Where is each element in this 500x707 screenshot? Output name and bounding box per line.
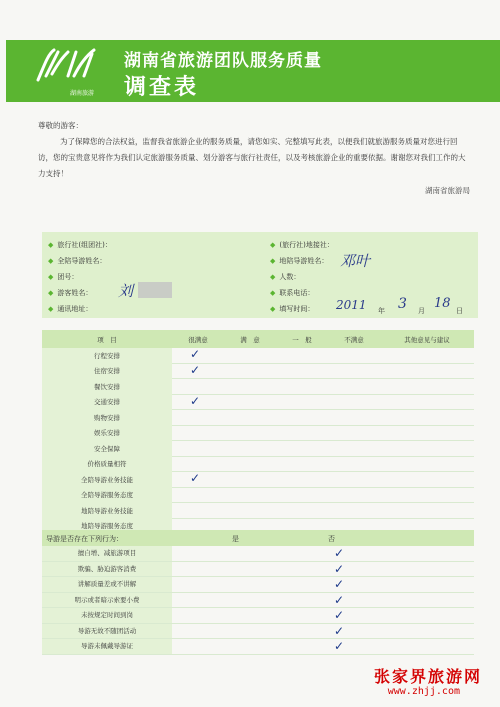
comments-cell[interactable] [380, 348, 474, 363]
rating-row [42, 487, 474, 503]
unsatisfied-cell[interactable] [328, 456, 380, 472]
checkmark-icon: ✓ [334, 592, 345, 607]
date-label: 填写时间： [279, 305, 315, 313]
unsatisfied-cell[interactable] [328, 425, 380, 441]
rating-item-label: 价格质量相符 [42, 456, 172, 472]
checkmark-icon: ✓ [334, 639, 345, 653]
rating-item-label: 交通安排 [42, 394, 172, 410]
address-label: 通讯地址： [57, 305, 93, 313]
local-guide-value: 邓叶 [340, 252, 371, 270]
behavior-item-label: 未按规定时间到岗 [42, 608, 172, 623]
satisfied-cell[interactable] [224, 394, 276, 410]
address-field[interactable]: ◆ 通讯地址： [48, 305, 93, 313]
satisfied-cell[interactable] [224, 363, 276, 379]
very-satisfied-cell[interactable] [172, 410, 224, 426]
average-cell[interactable] [276, 456, 328, 472]
rating-row [42, 379, 474, 395]
unsatisfied-cell[interactable] [328, 503, 380, 519]
unsatisfied-cell[interactable] [328, 472, 380, 488]
behavior-item-label: 讲解质量差或不讲解 [42, 577, 172, 592]
local-agency-field[interactable]: ◆ (旅行社)地接社： [270, 241, 334, 249]
rating-item-label: 全陪导游业务技能 [42, 472, 172, 488]
checkmark-icon: ✓ [334, 561, 345, 576]
visitor-label: 游客姓名： [57, 289, 93, 297]
average-cell[interactable] [276, 379, 328, 395]
behavior-item-label: 欺骗、胁迫游客消费 [42, 562, 172, 577]
comments-cell[interactable] [380, 379, 474, 395]
behavior-section [42, 530, 474, 655]
logo-caption: 湖南旅游 [70, 90, 95, 97]
very-satisfied-cell[interactable] [172, 394, 224, 410]
rating-row [42, 472, 474, 488]
date-day: 18 [434, 296, 451, 311]
phone-label: 联系电话： [279, 289, 315, 297]
checkmark-icon: ✓ [334, 608, 345, 622]
checkmark-icon: ✓ [190, 471, 201, 485]
very-satisfied-cell[interactable] [172, 425, 224, 441]
rating-row [42, 456, 474, 472]
intro-body: 为了保障您的合法权益，监督我省旅游企业的服务质量，请您如实、完整填写此表，以便我们就旅游服务质量对您进行回访，您的宝贵意见将作为我们认定旅游服务质量、划分游客与旅行社责任，以及考核旅游企业的重要依据。谢谢您对我们工作的大力支持！ [38, 137, 466, 178]
behavior-item-label: 导游无故不随团活动 [42, 624, 172, 639]
very-satisfied-cell[interactable] [172, 348, 224, 363]
very-satisfied-cell[interactable] [172, 363, 224, 379]
visitor-name-value: 刘 [118, 282, 134, 300]
satisfied-cell[interactable] [224, 379, 276, 395]
average-cell[interactable] [276, 487, 328, 503]
rating-row [42, 394, 474, 410]
satisfied-cell[interactable] [224, 441, 276, 457]
unsatisfied-cell[interactable] [328, 410, 380, 426]
month-unit: 月 [418, 307, 425, 315]
comments-cell[interactable] [380, 456, 474, 472]
behavior-header [42, 530, 474, 546]
comments-cell[interactable] [380, 410, 474, 426]
col-satisfied: 满 意 [224, 330, 276, 348]
rating-item-label: 行程安排 [42, 348, 172, 363]
rating-item-label: 安全保障 [42, 441, 172, 457]
local-guide-field[interactable]: ◆ 地陪导游姓名： [270, 257, 329, 265]
group-no-field[interactable]: ◆ 团号： [48, 273, 79, 281]
unsatisfied-cell[interactable] [328, 441, 380, 457]
satisfied-cell[interactable] [224, 425, 276, 441]
day-unit: 日 [456, 307, 463, 315]
comments-cell[interactable] [380, 363, 474, 379]
local-agency-label: (旅行社)地接社： [279, 241, 334, 249]
behavior-item-label: 导游未佩戴导游证 [42, 639, 172, 654]
comments-cell[interactable] [380, 394, 474, 410]
satisfied-cell[interactable] [224, 410, 276, 426]
rating-item-label: 全陪导游服务态度 [42, 487, 172, 503]
checkmark-icon: ✓ [334, 546, 345, 560]
satisfied-cell[interactable] [224, 348, 276, 363]
checkmark-icon: ✓ [190, 393, 201, 408]
average-cell[interactable] [276, 363, 328, 379]
average-cell[interactable] [276, 425, 328, 441]
form-title-line1: 湖南省旅游团队服务质量 [124, 51, 322, 71]
behavior-row [42, 593, 474, 609]
unsatisfied-cell[interactable] [328, 394, 380, 410]
average-cell[interactable] [276, 441, 328, 457]
comments-cell[interactable] [380, 441, 474, 457]
yes-column-label: 是 [232, 535, 239, 543]
satisfied-cell[interactable] [224, 472, 276, 488]
behavior-item-label: 擅自增、减旅游项目 [42, 546, 172, 561]
unsatisfied-cell[interactable] [328, 379, 380, 395]
agency-label: 旅行社(组团社)： [57, 241, 112, 249]
average-cell[interactable] [276, 410, 328, 426]
behavior-row [42, 639, 474, 655]
date-field[interactable]: ◆ 填写时间： [270, 305, 315, 313]
rating-item-label: 地陪导游业务技能 [42, 503, 172, 519]
watermark-url: www.zhjj.com [387, 686, 460, 697]
local-guide-label: 地陪导游姓名： [279, 257, 329, 265]
people-field[interactable]: ◆ 人数： [270, 273, 301, 281]
very-satisfied-cell[interactable] [172, 456, 224, 472]
behavior-question: 导游是否存在下列行为： [46, 535, 123, 543]
satisfied-cell[interactable] [224, 503, 276, 519]
comments-cell[interactable] [380, 472, 474, 488]
rating-row [42, 425, 474, 441]
very-satisfied-cell[interactable] [172, 487, 224, 503]
guide-label: 全陪导游姓名： [57, 257, 107, 265]
signature: 湖南省旅游局 [425, 186, 470, 195]
unsatisfied-cell[interactable] [328, 487, 380, 503]
average-cell[interactable] [276, 472, 328, 488]
behavior-row [42, 624, 474, 640]
greeting: 尊敬的游客： [38, 121, 83, 130]
very-satisfied-cell[interactable] [172, 503, 224, 519]
visitor-field[interactable]: ◆ 游客姓名： [48, 289, 93, 297]
rating-item-label: 购物安排 [42, 410, 172, 426]
rating-item-label: 娱乐安排 [42, 425, 172, 441]
date-year: 2011 [336, 298, 367, 312]
unsatisfied-cell[interactable] [328, 348, 380, 363]
average-cell[interactable] [276, 394, 328, 410]
average-cell[interactable] [276, 348, 328, 363]
col-item: 项 目 [42, 330, 172, 348]
guide-field[interactable]: ◆ 全陪导游姓名： [48, 257, 107, 265]
rating-item-label: 餐饮安排 [42, 379, 172, 395]
year-unit: 年 [378, 307, 385, 315]
no-column-label: 否 [328, 535, 335, 543]
satisfied-cell[interactable] [224, 487, 276, 503]
rating-row [42, 348, 474, 363]
behavior-row [42, 608, 474, 624]
info-section [42, 232, 478, 318]
average-cell[interactable] [276, 503, 328, 519]
very-satisfied-cell[interactable] [172, 379, 224, 395]
watermark-name: 张家界旅游网 [373, 667, 482, 686]
behavior-row [42, 546, 474, 562]
hunan-tourism-logo [34, 46, 104, 86]
comments-cell[interactable] [380, 425, 474, 441]
rating-item-label: 住宿安排 [42, 363, 172, 379]
rating-item-label: 地陪导游服务态度 [42, 518, 172, 534]
col-average: 一 般 [276, 330, 328, 348]
rating-header-row [42, 330, 474, 348]
date-month: 3 [398, 296, 407, 312]
satisfied-cell[interactable] [224, 456, 276, 472]
checkmark-icon: ✓ [190, 362, 201, 377]
phone-field[interactable]: ◆ 联系电话： [270, 289, 315, 297]
intro-text [38, 118, 468, 182]
col-comments: 其他意见与建议 [380, 330, 474, 348]
very-satisfied-cell[interactable] [172, 472, 224, 488]
rating-row [42, 503, 474, 519]
behavior-item-label: 明示或者暗示索要小费 [42, 593, 172, 608]
col-unsatisfied: 不满意 [328, 330, 380, 348]
form-title-line2: 调查表 [124, 75, 200, 100]
agency-field[interactable]: ◆ 旅行社(组团社)： [48, 241, 112, 249]
col-very-satisfied: 很满意 [172, 330, 224, 348]
checkmark-icon: ✓ [334, 623, 345, 638]
behavior-row [42, 577, 474, 593]
rating-row [42, 363, 474, 379]
behavior-row [42, 562, 474, 578]
unsatisfied-cell[interactable] [328, 363, 380, 379]
redaction-blur [138, 282, 172, 298]
rating-row [42, 410, 474, 426]
people-label: 人数： [279, 273, 301, 281]
checkmark-icon: ✓ [334, 577, 345, 591]
group-no-label: 团号： [57, 273, 79, 281]
rating-table [42, 330, 474, 534]
comments-cell[interactable] [380, 487, 474, 503]
checkmark-icon: ✓ [190, 347, 201, 361]
comments-cell[interactable] [380, 503, 474, 519]
rating-row [42, 441, 474, 457]
very-satisfied-cell[interactable] [172, 441, 224, 457]
